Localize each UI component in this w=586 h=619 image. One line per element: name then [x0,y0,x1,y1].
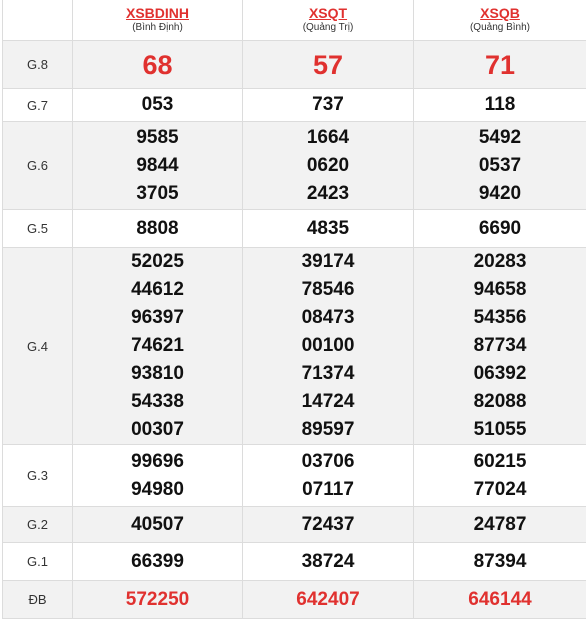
prize-cell [243,210,414,248]
prize-number: 94658 [414,276,586,304]
prize-cell [414,543,586,581]
prize-cell [243,445,414,507]
prize-cell [73,543,243,581]
prize-cell [73,445,243,507]
prize-cell [414,210,586,248]
prize-number: 9844 [73,152,242,180]
prize-cell [243,507,414,543]
prize-number: 44612 [73,276,242,304]
province-name: (Quảng Bình) [414,21,586,35]
prize-cell [73,122,243,210]
header-blank-cell [3,0,73,41]
prize-cell [73,41,243,89]
prize-number: 40507 [73,511,242,539]
prize-number: 93810 [73,360,242,388]
prize-number: 737 [243,91,413,119]
prize-cell [414,122,586,210]
prize-number: 24787 [414,511,586,539]
province-link-xsqt[interactable]: XSQT [243,5,413,21]
prize-number: 57 [243,51,413,79]
province-name: (Bình Định) [73,21,242,35]
results-table [2,0,586,619]
province-header-binh-dinh [73,0,243,41]
prize-row-g1 [3,543,586,581]
prize-label: ĐB [3,581,73,619]
prize-cell [243,41,414,89]
prize-number: 71374 [243,360,413,388]
prize-number: 96397 [73,304,242,332]
prize-number: 99696 [73,448,242,476]
prize-number: 60215 [414,448,586,476]
prize-cell [414,89,586,122]
prize-label: G.4 [3,248,73,445]
prize-number: 94980 [73,476,242,504]
prize-label: G.5 [3,210,73,248]
prize-row-g3 [3,445,586,507]
prize-number: 646144 [414,586,586,614]
prize-number: 78546 [243,276,413,304]
prize-cell [243,248,414,445]
prize-cell [414,248,586,445]
prize-row-special [3,581,586,619]
prize-label: G.1 [3,543,73,581]
prize-cell [243,89,414,122]
prize-number: 20283 [414,248,586,276]
prize-number: 6690 [414,215,586,243]
prize-cell [73,89,243,122]
prize-number: 71 [414,51,586,79]
prize-label: G.6 [3,122,73,210]
prize-label: G.2 [3,507,73,543]
prize-number: 14724 [243,388,413,416]
prize-cell [243,581,414,619]
prize-number: 68 [73,51,242,79]
prize-number: 08473 [243,304,413,332]
province-header-quang-tri [243,0,414,41]
prize-label: G.8 [3,41,73,89]
prize-number: 0537 [414,152,586,180]
prize-number: 00307 [73,416,242,444]
prize-number: 642407 [243,586,413,614]
prize-number: 572250 [73,586,242,614]
prize-row-g2 [3,507,586,543]
prize-number: 8808 [73,215,242,243]
prize-number: 52025 [73,248,242,276]
header-row [3,0,586,41]
prize-number: 5492 [414,124,586,152]
prize-number: 053 [73,91,242,119]
prize-row-g6 [3,122,586,210]
prize-number: 2423 [243,180,413,208]
prize-cell [243,122,414,210]
prize-number: 118 [414,91,586,119]
province-link-xsqb[interactable]: XSQB [414,5,586,21]
prize-number: 1664 [243,124,413,152]
prize-label: G.3 [3,445,73,507]
prize-row-g4 [3,248,586,445]
prize-row-g8 [3,41,586,89]
prize-row-g7 [3,89,586,122]
prize-number: 03706 [243,448,413,476]
prize-number: 39174 [243,248,413,276]
prize-number: 00100 [243,332,413,360]
prize-number: 9420 [414,180,586,208]
prize-number: 06392 [414,360,586,388]
prize-number: 72437 [243,511,413,539]
prize-row-g5 [3,210,586,248]
prize-number: 4835 [243,215,413,243]
prize-number: 66399 [73,548,242,576]
prize-label: G.7 [3,89,73,122]
prize-cell [414,445,586,507]
prize-cell [73,210,243,248]
prize-number: 74621 [73,332,242,360]
prize-number: 82088 [414,388,586,416]
prize-cell [414,41,586,89]
prize-number: 3705 [73,180,242,208]
prize-number: 89597 [243,416,413,444]
prize-number: 9585 [73,124,242,152]
prize-cell [73,581,243,619]
prize-number: 54338 [73,388,242,416]
prize-number: 0620 [243,152,413,180]
province-name: (Quảng Trị) [243,21,413,35]
prize-number: 51055 [414,416,586,444]
prize-number: 38724 [243,548,413,576]
prize-number: 87734 [414,332,586,360]
prize-cell [243,543,414,581]
prize-cell [414,507,586,543]
prize-number: 54356 [414,304,586,332]
province-header-quang-binh [414,0,586,41]
prize-cell [73,507,243,543]
prize-number: 77024 [414,476,586,504]
prize-number: 87394 [414,548,586,576]
province-link-xsbdinh[interactable]: XSBDINH [73,5,242,21]
prize-cell [414,581,586,619]
prize-cell [73,248,243,445]
prize-number: 07117 [243,476,413,504]
